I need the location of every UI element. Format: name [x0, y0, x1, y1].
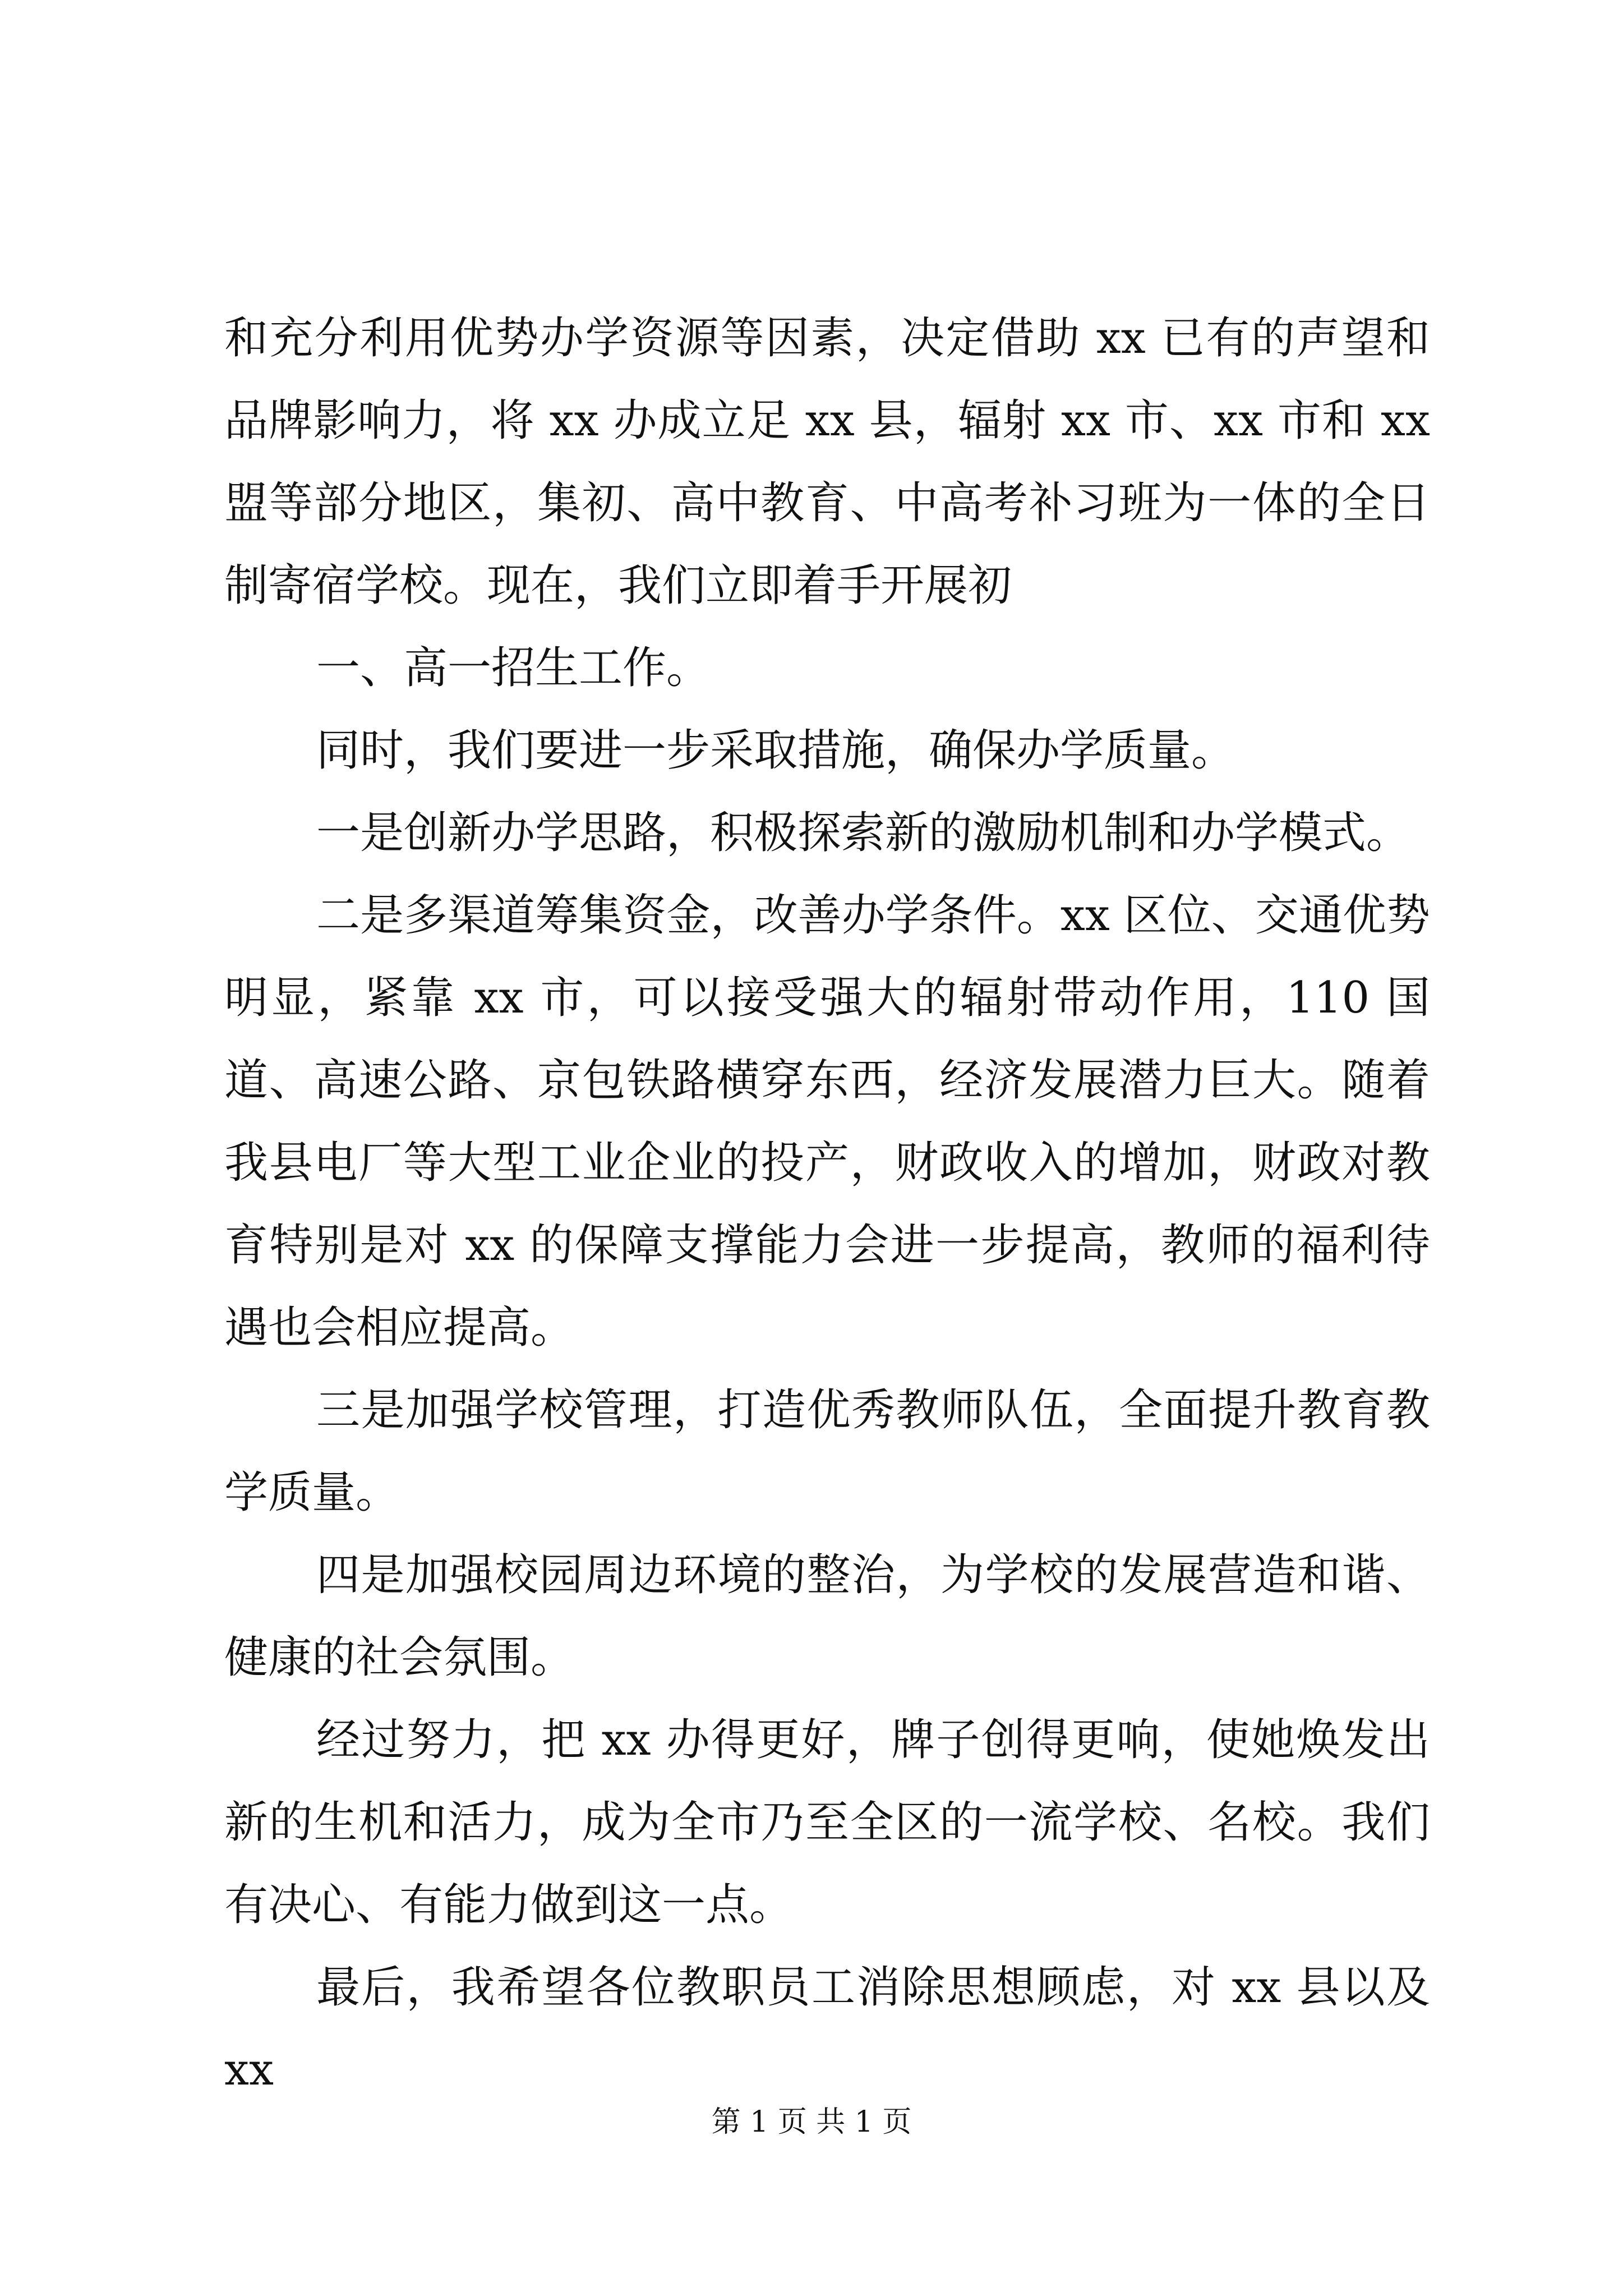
paragraph-7: 四是加强校园周边环境的整治，为学校的发展营造和谐、健康的社会氛围。 — [224, 1550, 1430, 1683]
page-footer: 第 1 页 共 1 页 — [711, 2105, 912, 2139]
paragraph-6: 三是加强学校管理，打造优秀教师队伍，全面提升教育教学质量。 — [224, 1385, 1430, 1518]
document-body — [224, 297, 1430, 2111]
paragraph-9: 最后，我希望各位教职员工消除思想顾虑，对 xx 县以及 xx — [224, 1962, 1430, 2095]
paragraph-2: 一、高一招生工作。 — [316, 643, 711, 693]
paragraph-3: 同时，我们要进一步采取措施，确保办学质量。 — [316, 725, 1235, 776]
paragraph-1: 和充分利用优势办学资源等因素，决定借助 xx 已有的声望和品牌影响力，将 xx 办成立足 xx 县，辐射 xx 市、xx 市和 xx 盟等部分地区，集初、高中教育、中高考补习班为一体的全日制寄宿学校。现在，我们立即着手开展初 — [224, 313, 1430, 611]
paragraph-5: 二是多渠道筹集资金，改善办学条件。xx 区位、交通优势明显，紧靠 xx 市，可以接受强大的辐射带动作用，110 国道、高速公路、京包铁路横穿东西，经济发展潜力巨大。随着我县电厂等大型工业企业的投产，财政收入的增加，财政对教育特别是对 xx 的保障支撑能力会进一步提高，教师的福利待遇也会相应提高。 — [224, 890, 1430, 1353]
paragraph-4: 一是创新办学思路，积极探索新的激励机制和办学模式。 — [316, 808, 1410, 858]
paragraph-8: 经过努力，把 xx 办得更好，牌子创得更响，使她焕发出新的生机和活力，成为全市乃至全区的一流学校、名校。我们有决心、有能力做到这一点。 — [224, 1715, 1430, 1930]
